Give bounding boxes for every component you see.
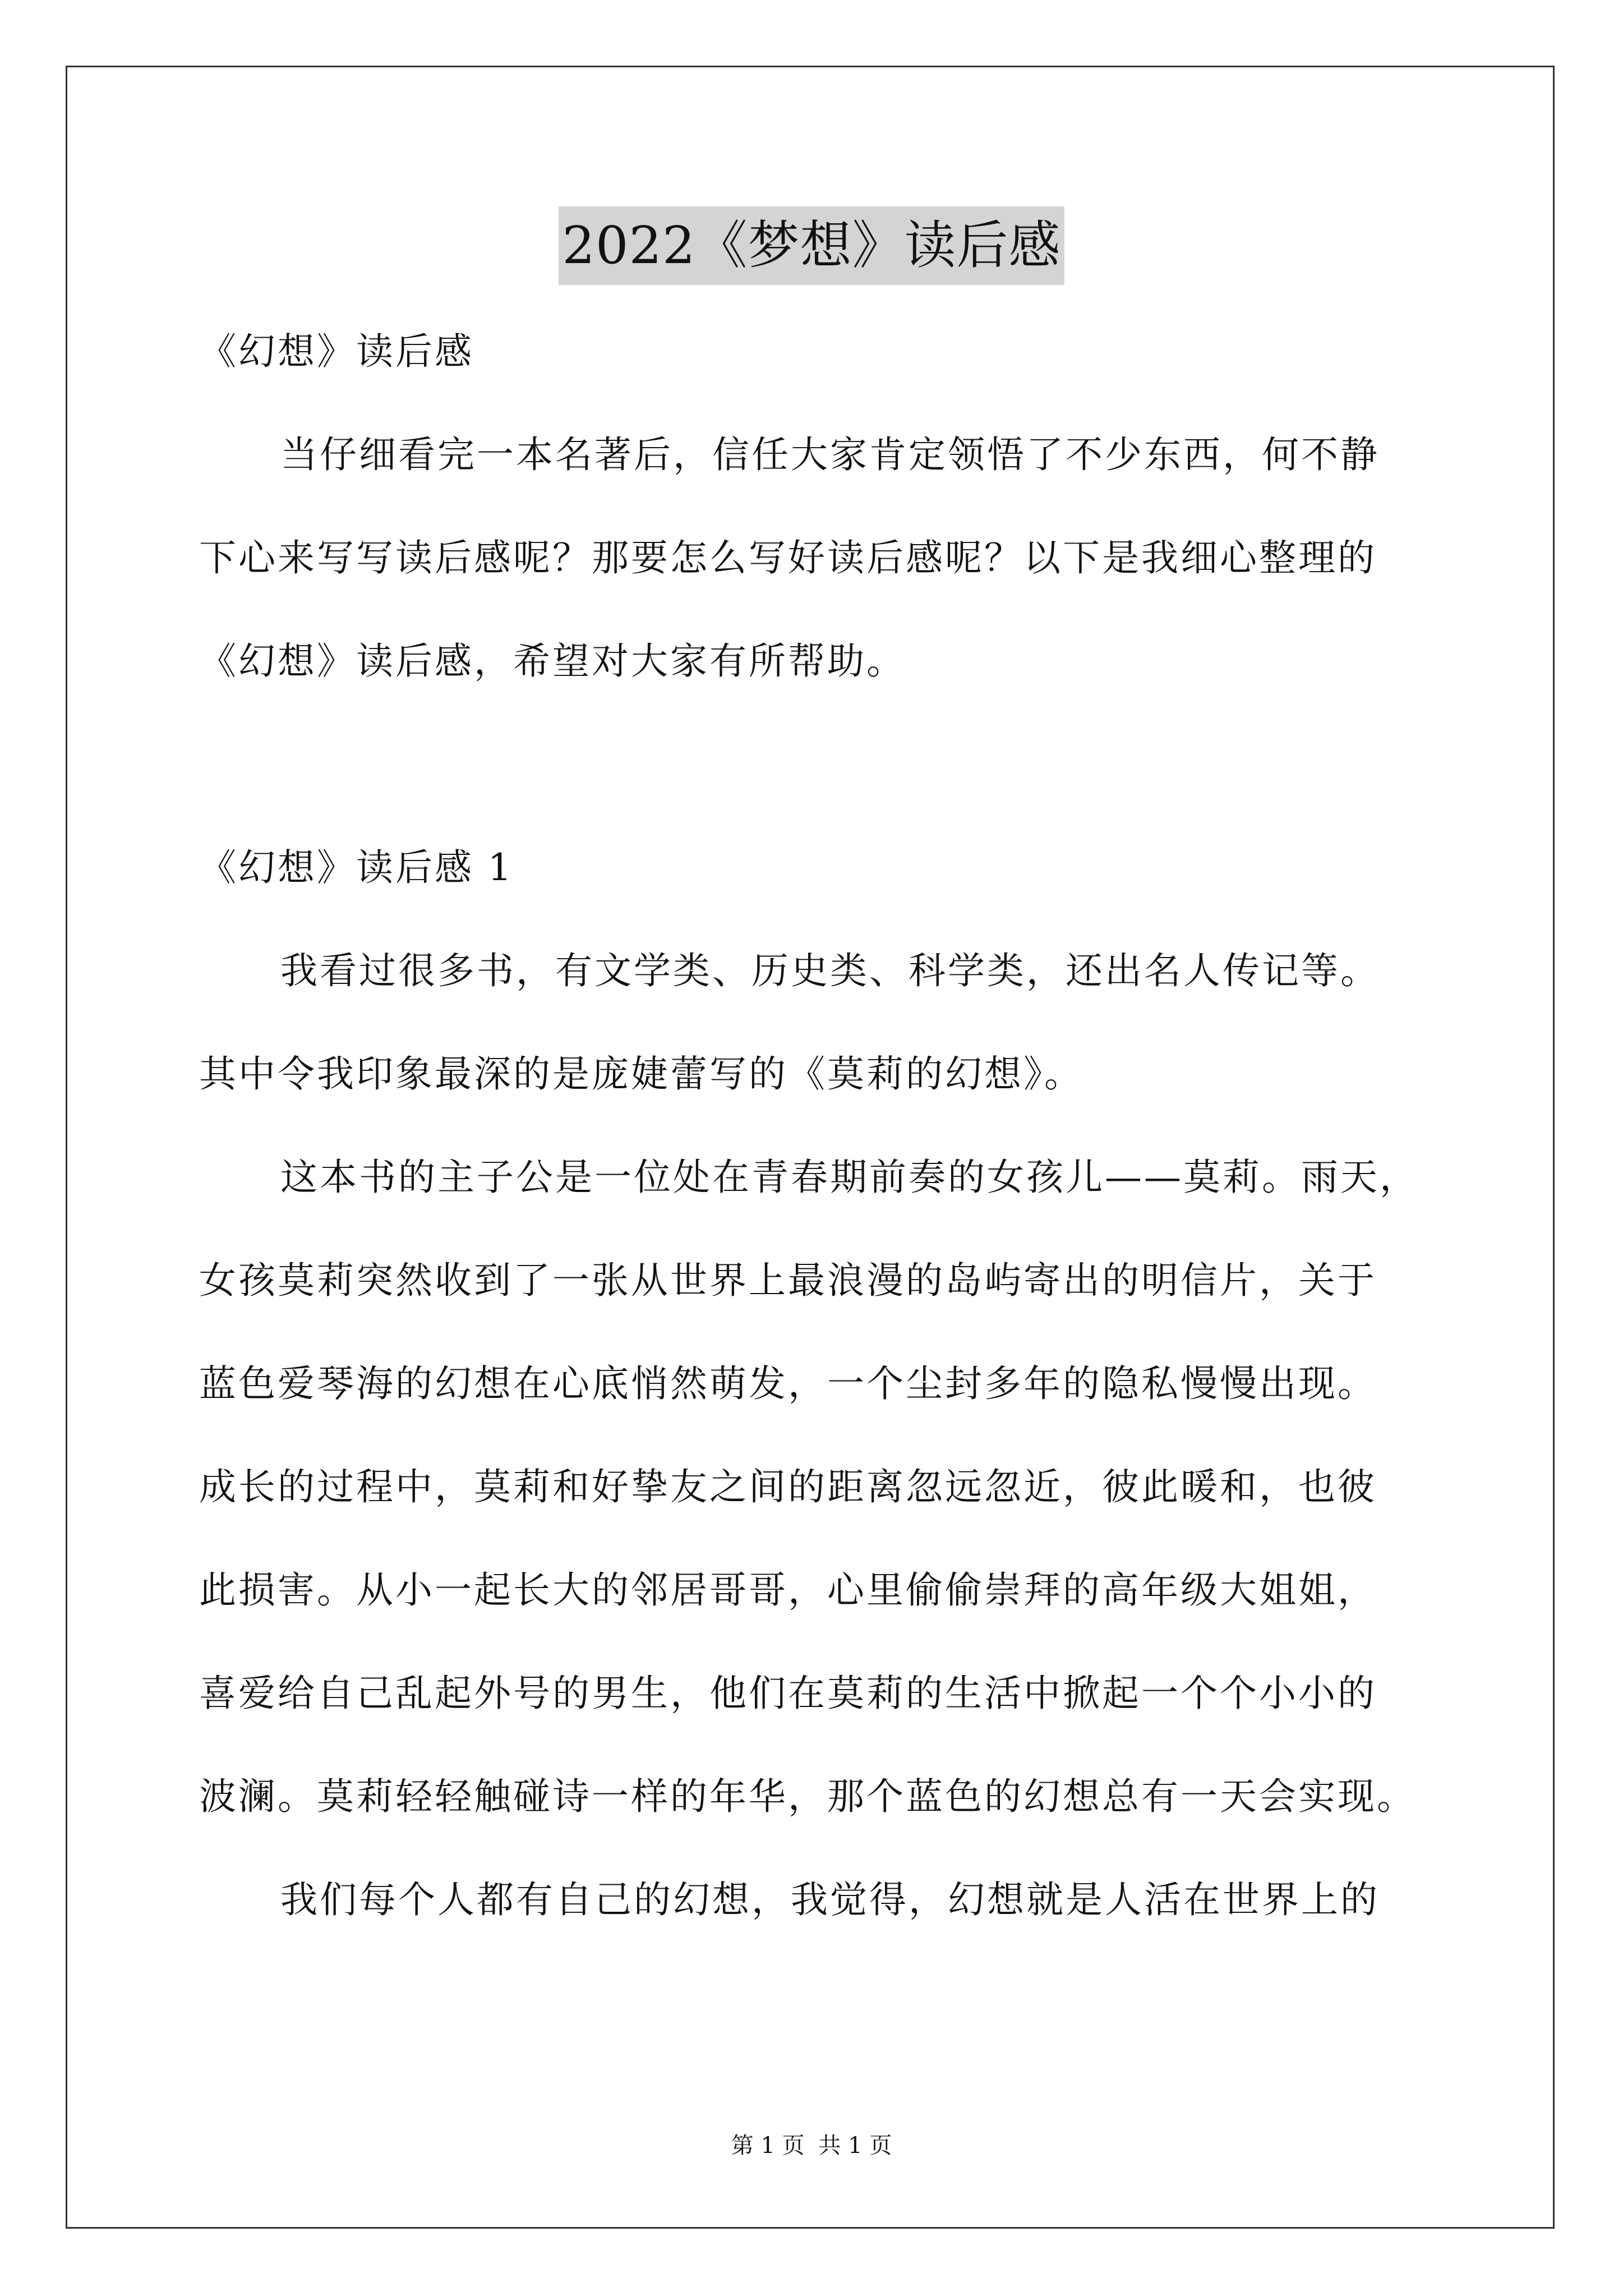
paragraph-line: 这本书的主子公是一位处在青春期前奏的女孩儿——莫莉。雨天， (280, 1156, 1419, 1199)
paragraph-line: 波澜。莫莉轻轻触碰诗一样的年华，那个蓝色的幻想总有一天会实现。 (199, 1775, 1416, 1818)
page-total: 共 1 页 (818, 2133, 892, 2159)
paragraph-line: 女孩莫莉突然收到了一张从世界上最浪漫的岛屿寄出的明信片，关于 (199, 1259, 1377, 1302)
paragraph-line: 此损害。从小一起长大的邻居哥哥，心里偷偷崇拜的高年级大姐姐， (199, 1568, 1377, 1612)
paragraph-line: 当仔细看完一本名著后，信任大家肯定领悟了不少东西，何不静 (280, 433, 1380, 476)
document-title: 2022《梦想》读后感 (559, 206, 1064, 285)
title-container (0, 206, 1623, 285)
paragraph-line: 下心来写写读后感呢？那要怎么写好读后感呢？以下是我细心整理的 (199, 536, 1377, 579)
paragraph-line: 我看过很多书，有文学类、历史类、科学类，还出名人传记等。 (280, 949, 1380, 992)
blank-line (199, 713, 1436, 816)
paragraph-line: 喜爱给自己乱起外号的男生，他们在莫莉的生活中掀起一个个小小的 (199, 1672, 1377, 1715)
section-heading: 《幻想》读后感 1 (199, 846, 514, 889)
document-body (199, 300, 1436, 1952)
page-number: 第 1 页 (731, 2133, 805, 2159)
paragraph-line: 我们每个人都有自己的幻想，我觉得，幻想就是人活在世界上的 (280, 1878, 1380, 1921)
paragraph-line: 《幻想》读后感，希望对大家有所帮助。 (199, 639, 906, 683)
paragraph-line: 蓝色爱琴海的幻想在心底悄然萌发，一个尘封多年的隐私慢慢出现。 (199, 1362, 1377, 1405)
section-heading: 《幻想》读后感 (199, 330, 474, 373)
paragraph-line: 其中令我印象最深的是庞婕蕾写的《莫莉的幻想》。 (199, 1052, 1083, 1096)
page-footer (0, 2129, 1623, 2162)
paragraph-line: 成长的过程中，莫莉和好挚友之间的距离忽远忽近，彼此暖和，也彼 (199, 1465, 1377, 1508)
